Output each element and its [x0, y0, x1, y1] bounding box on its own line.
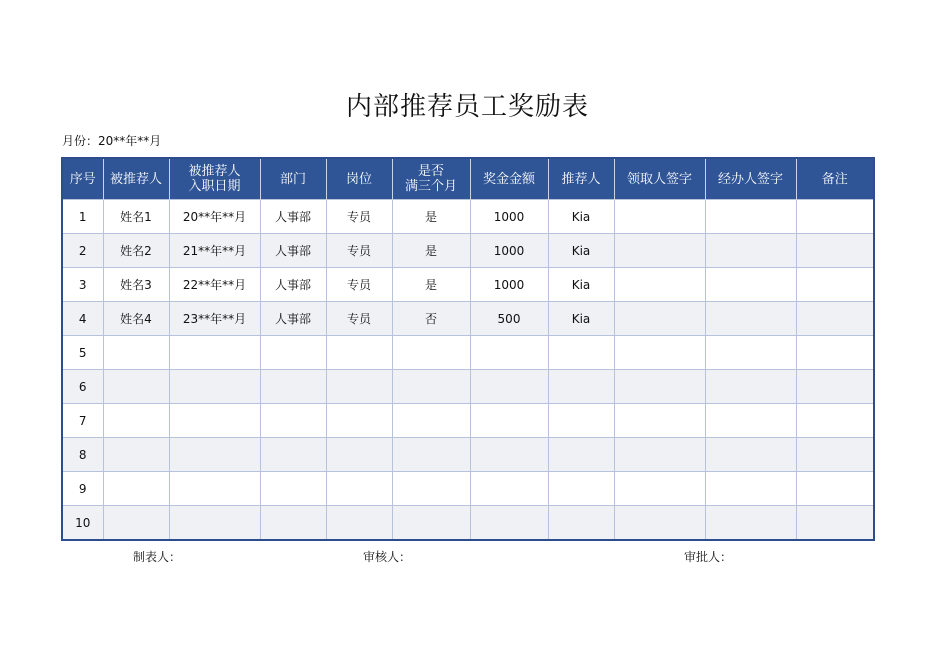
column-header [705, 158, 796, 200]
table-cell[interactable] [392, 336, 470, 370]
table-cell[interactable]: 1000 [470, 234, 548, 268]
column-header [326, 158, 392, 200]
table-row [62, 472, 874, 506]
table-cell[interactable] [548, 370, 614, 404]
table-cell[interactable] [169, 404, 260, 438]
page-title: 内部推荐员工奖励表 [345, 92, 589, 122]
column-header [260, 158, 326, 200]
table-cell[interactable]: 23**年**月 [169, 302, 260, 336]
table-row [62, 200, 874, 234]
column-header [62, 158, 103, 200]
table-cell[interactable] [326, 370, 392, 404]
table-cell[interactable] [705, 438, 796, 472]
table-cell[interactable] [614, 234, 705, 268]
table-cell[interactable]: 1000 [470, 268, 548, 302]
reward-table [61, 157, 875, 541]
table-cell[interactable] [470, 438, 548, 472]
table-cell[interactable] [470, 404, 548, 438]
column-header-line1: 序号 [69, 171, 96, 187]
table-cell[interactable] [103, 472, 169, 506]
table-cell[interactable]: 专员 [326, 302, 392, 336]
table-cell[interactable] [326, 506, 392, 541]
table-cell[interactable]: Kia [548, 302, 614, 336]
table-cell[interactable] [796, 506, 874, 541]
table-cell[interactable] [548, 506, 614, 541]
table-cell[interactable] [169, 506, 260, 541]
table-cell[interactable]: 姓名4 [103, 302, 169, 336]
table-cell[interactable] [103, 404, 169, 438]
column-header-line1: 领取人签字 [626, 171, 692, 187]
table-cell[interactable] [103, 438, 169, 472]
table-cell[interactable] [614, 302, 705, 336]
column-header-line1: 推荐人 [561, 171, 601, 187]
table-cell[interactable]: 姓名3 [103, 268, 169, 302]
table-cell[interactable]: 4 [62, 302, 103, 336]
table-cell[interactable] [392, 404, 470, 438]
table-cell[interactable]: 是 [392, 268, 470, 302]
table-cell[interactable] [548, 336, 614, 370]
table-cell[interactable] [796, 472, 874, 506]
column-header-line1: 被推荐人 [188, 164, 241, 179]
table-body [62, 200, 874, 541]
table-cell[interactable]: 专员 [326, 200, 392, 234]
column-header-line1: 经办人签字 [717, 171, 783, 187]
table-cell[interactable] [705, 472, 796, 506]
table-cell[interactable] [796, 268, 874, 302]
table-cell[interactable] [705, 200, 796, 234]
table-row [62, 370, 874, 404]
table-cell[interactable]: 2 [62, 234, 103, 268]
table-cell[interactable]: 5 [62, 336, 103, 370]
table-cell[interactable]: 500 [470, 302, 548, 336]
table-cell[interactable] [614, 200, 705, 234]
table-row [62, 404, 874, 438]
table-cell[interactable] [614, 506, 705, 541]
table-cell[interactable] [614, 438, 705, 472]
reviewer-label: 审核人： [363, 550, 412, 564]
table-cell[interactable]: 22**年**月 [169, 268, 260, 302]
table-cell[interactable] [705, 336, 796, 370]
table-row [62, 506, 874, 541]
column-header [470, 158, 548, 200]
table-cell[interactable] [169, 370, 260, 404]
table-cell[interactable] [169, 336, 260, 370]
table-cell[interactable]: 9 [62, 472, 103, 506]
table-row [62, 234, 874, 268]
table-cell[interactable] [796, 336, 874, 370]
table-cell[interactable] [614, 472, 705, 506]
table-cell[interactable]: 否 [392, 302, 470, 336]
table-cell[interactable] [260, 472, 326, 506]
table-cell[interactable]: 1000 [470, 200, 548, 234]
table-cell[interactable] [796, 302, 874, 336]
column-header-line2: 满三个月 [404, 179, 457, 194]
table-cell[interactable] [392, 506, 470, 541]
column-header [614, 158, 705, 200]
table-cell[interactable]: 8 [62, 438, 103, 472]
table-cell[interactable]: 人事部 [260, 200, 326, 234]
column-header-line1: 岗位 [345, 171, 372, 187]
table-cell[interactable]: 6 [62, 370, 103, 404]
table-cell[interactable] [326, 472, 392, 506]
table-cell[interactable] [705, 506, 796, 541]
table-cell[interactable] [548, 404, 614, 438]
table-cell[interactable]: 1 [62, 200, 103, 234]
table-cell[interactable] [796, 200, 874, 234]
table-cell[interactable]: 人事部 [260, 302, 326, 336]
table-cell[interactable] [103, 506, 169, 541]
header-row [62, 158, 874, 200]
table-cell[interactable] [796, 438, 874, 472]
table-cell[interactable] [260, 438, 326, 472]
table-cell[interactable] [392, 370, 470, 404]
table-cell[interactable] [470, 336, 548, 370]
table-cell[interactable] [796, 370, 874, 404]
table-cell[interactable] [705, 302, 796, 336]
table-cell[interactable] [326, 438, 392, 472]
table-cell[interactable] [548, 472, 614, 506]
table-cell[interactable] [548, 438, 614, 472]
column-header-line1: 部门 [279, 171, 306, 187]
table-cell[interactable] [796, 404, 874, 438]
column-header [548, 158, 614, 200]
column-header [796, 158, 874, 200]
approver-label: 审批人： [684, 550, 733, 564]
table-cell[interactable]: 3 [62, 268, 103, 302]
table-cell[interactable] [260, 336, 326, 370]
table-cell[interactable] [705, 268, 796, 302]
table-cell[interactable] [470, 506, 548, 541]
table-cell[interactable]: 专员 [326, 234, 392, 268]
column-header [392, 158, 470, 200]
table-row [62, 336, 874, 370]
table-cell[interactable] [392, 472, 470, 506]
table-cell[interactable]: Kia [548, 200, 614, 234]
table-cell[interactable] [169, 472, 260, 506]
table-cell[interactable]: 21**年**月 [169, 234, 260, 268]
table-cell[interactable]: Kia [548, 234, 614, 268]
table-cell[interactable]: 20**年**月 [169, 200, 260, 234]
column-header-line1: 被推荐人 [109, 171, 162, 187]
table-cell[interactable] [705, 370, 796, 404]
table-cell[interactable]: Kia [548, 268, 614, 302]
table-row [62, 268, 874, 302]
table-cell[interactable]: 姓名1 [103, 200, 169, 234]
table-cell[interactable]: 是 [392, 200, 470, 234]
table-cell[interactable] [326, 404, 392, 438]
table-cell[interactable] [705, 404, 796, 438]
column-header [169, 158, 260, 200]
column-header-line1: 备注 [821, 171, 848, 187]
table-cell[interactable] [470, 472, 548, 506]
table-cell[interactable] [796, 234, 874, 268]
table-cell[interactable] [614, 404, 705, 438]
table-cell[interactable] [614, 268, 705, 302]
table-cell[interactable] [260, 506, 326, 541]
table-cell[interactable] [260, 370, 326, 404]
table-cell[interactable]: 人事部 [260, 234, 326, 268]
table-cell[interactable]: 是 [392, 234, 470, 268]
table-cell[interactable]: 专员 [326, 268, 392, 302]
table-cell[interactable] [103, 336, 169, 370]
column-header-line1: 是否 [417, 164, 444, 179]
table-cell[interactable]: 姓名2 [103, 234, 169, 268]
table-cell[interactable]: 人事部 [260, 268, 326, 302]
table-cell[interactable] [260, 404, 326, 438]
table-cell[interactable] [470, 370, 548, 404]
column-header [103, 158, 169, 200]
table-cell[interactable] [614, 336, 705, 370]
column-header-line2: 入职日期 [188, 179, 241, 194]
maker-label: 制表人： [133, 550, 182, 564]
table-cell[interactable] [392, 438, 470, 472]
table-row [62, 302, 874, 336]
table-cell[interactable] [705, 234, 796, 268]
column-header-line1: 奖金金额 [482, 171, 535, 187]
table-cell[interactable]: 7 [62, 404, 103, 438]
table-cell[interactable]: 10 [62, 506, 103, 541]
table-cell[interactable] [326, 336, 392, 370]
table-row [62, 438, 874, 472]
table-cell[interactable] [614, 370, 705, 404]
table-cell[interactable] [169, 438, 260, 472]
table-cell[interactable] [103, 370, 169, 404]
month-label: 月份：20**年**月 [62, 134, 162, 148]
